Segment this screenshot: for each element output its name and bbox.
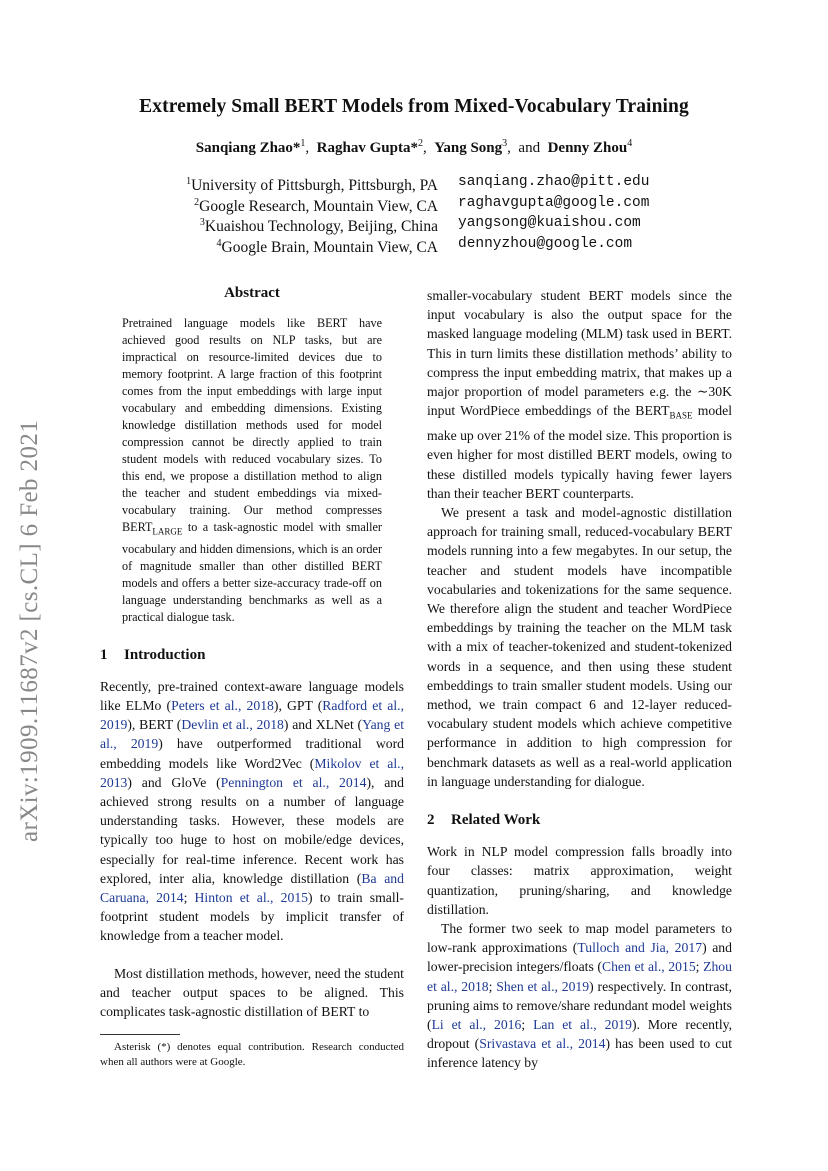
body-text: ) respectively. In contrast, pruning aims to remove/share redundant model weights ( [427, 978, 732, 1033]
footnote-text: Asterisk (*) denotes equal contribution. Research conducted when all authors were at Google. [100, 1041, 404, 1068]
affiliation-text: Google Brain, Mountain View, CA [221, 238, 438, 256]
abstract-body [122, 315, 382, 625]
body-text: ). More recently, dropout ( [427, 1017, 732, 1052]
body-paragraph [427, 919, 732, 1073]
section-number: 1 [100, 646, 108, 663]
author-affil-sup: 4 [627, 138, 633, 149]
citation-link[interactable]: Srivastava et al., 2014 [479, 1036, 606, 1052]
author-name: Sanqiang Zhao* [195, 140, 301, 156]
citation-link[interactable]: Shen et al., 2019 [496, 978, 590, 994]
affiliation-sup: 3 [199, 217, 205, 228]
author-affil-sup: 1 [300, 138, 306, 149]
abstract-text: Pretrained language models like BERT have achieved good results on NLP tasks, but are impractical on resource-limited devices due to memory footprint. A large fraction of this footprint comes from the input embeddings with large input vocabulary and embedding dimensions. Existing knowledge distillation methods used for model compression cannot be directly applied to train student models with reduced vocabulary sizes. To this end, we propose a distillation method to align the teacher and student embeddings via mixed-vocabulary training. Our method compresses BERT [122, 316, 382, 535]
bert-base-subscript: BASE [669, 410, 693, 421]
affiliation-row [150, 193, 690, 214]
abstract-heading: Abstract [224, 285, 280, 301]
body-text: ; [521, 1017, 534, 1033]
affiliation-row [150, 234, 690, 255]
body-text: ), GPT ( [273, 698, 323, 714]
affiliation-text: Kuaishou Technology, Beijing, China [204, 218, 438, 236]
citation-link[interactable]: Tulloch and Jia, 2017 [577, 940, 703, 956]
body-text: ; [488, 978, 497, 994]
citation-link[interactable]: Yang et al., 2019 [100, 717, 404, 752]
affiliation-block [150, 172, 690, 254]
body-text: ) and XLNet ( [283, 717, 363, 733]
body-paragraph [427, 286, 732, 503]
author-affil-sup: 3 [502, 138, 508, 149]
body-text: ) and GloVe ( [127, 774, 221, 790]
affiliation-name [150, 213, 438, 234]
citation-link[interactable]: Pennington et al., 2014 [220, 774, 367, 790]
citation-link[interactable]: Ba and Caruana, 2014 [100, 870, 404, 906]
body-text: ), BERT ( [127, 717, 182, 733]
affiliation-text: University of Pittsburgh, Pittsburgh, PA [191, 177, 438, 195]
author-name: Yang Song [434, 140, 503, 156]
left-column [100, 284, 404, 1021]
body-text: ; [183, 890, 195, 906]
author-name: Denny Zhou [547, 140, 628, 156]
affiliation-name [150, 234, 438, 255]
author-email[interactable]: yangsong@kuaishou.com [458, 215, 641, 231]
section-title: Introduction [124, 646, 206, 663]
author-email[interactable]: sanqiang.zhao@pitt.edu [458, 174, 650, 190]
author-separator: , [507, 140, 511, 156]
affiliation-row [150, 172, 690, 193]
body-text: model make up over 21% of the model size. This proportion is even higher for most distilled BERT models, owing to these distilled models typically having fewer layers than their teacher BERT counterparts. [427, 403, 733, 501]
author-email[interactable]: dennyzhou@google.com [458, 235, 633, 252]
affiliation-sup: 1 [186, 176, 192, 187]
author-separator: , [422, 140, 427, 156]
author-name: Raghav Gupta* [316, 140, 418, 156]
citation-link[interactable]: Radford et al., 2019 [100, 698, 404, 733]
body-text: ), and achieved strong results on a number of language understanding tasks. However, these models are typically too huge to host on mobile/edge devices, especially for real-time inference. Recent work has explored, inter alia, knowledge distillation ( [100, 774, 404, 886]
section-number: 2 [427, 812, 435, 829]
citation-link[interactable]: Zhou et al., 2018 [427, 959, 732, 994]
affiliation-sup: 2 [194, 196, 200, 208]
affiliation-row [150, 213, 690, 234]
citation-link[interactable]: Chen et al., 2015 [601, 959, 696, 975]
citation-link[interactable]: Devlin et al., 2018 [181, 717, 284, 733]
citation-link[interactable]: Li et al., 2016 [431, 1017, 522, 1033]
body-text: ) has been used to cut inference latency by [427, 1036, 733, 1071]
body-text: The former two seek to map model parameters to low-rank approximations ( [427, 921, 732, 956]
affiliation-text: Google Research, Mountain View, CA [199, 197, 438, 215]
body-text: ) to train small-footprint student models by implicit transfer of knowledge from a teacher model. [100, 890, 404, 944]
section-heading-introduction [100, 646, 404, 665]
author-affil-sup: 2 [417, 138, 423, 149]
section-heading-related-work [427, 811, 732, 830]
arxiv-stamp: arXiv:1909.11687v2 [cs.CL] 6 Feb 2021 [16, 419, 43, 842]
citation-link[interactable]: Hinton et al., 2015 [194, 890, 309, 906]
body-paragraph: We present a task and model-agnostic distillation approach for training small, reduced-vocabulary BERT models running into a few megabytes. In our setup, the teacher and student models have incompatible vocabularies and tokenizations for the same sequence. We therefore align the student and teacher WordPiece embeddings by training the teacher on the MLM task with a mix of teacher-tokenized and student-tokenized words in a sequence, and then using these student embeddings to train smaller student models. Using our method, we train compact 6 and 12-layer reduced-vocabulary student models which achieve competitive performance in addition to high compression for benchmark datasets as well as a real-world application in language understanding for dialogue. [427, 504, 732, 789]
intro-paragraph-1 [100, 677, 404, 946]
section-title: Related Work [451, 812, 541, 829]
intro-paragraph-2: Most distillation methods, however, need the student and teacher output spaces to be aligned. This complicates task-agnostic distillation of BERT to [100, 965, 404, 1020]
right-column [427, 286, 732, 1073]
abstract-text: to a task-agnostic model with smaller vocabulary and hidden dimensions, which is an order of magnitude smaller than other distilled BERT models and offers a better size-accuracy trade-off on language understanding benchmarks as well as a practical dialogue task. [122, 520, 382, 624]
author-list [0, 138, 828, 157]
abstract-subscript: LARGE [152, 526, 183, 537]
author-separator: , [305, 140, 310, 156]
citation-link[interactable]: Peters et al., 2018 [171, 698, 274, 714]
citation-link[interactable]: Mikolov et al., 2013 [100, 755, 404, 790]
author-email[interactable]: raghavgupta@google.com [458, 194, 650, 211]
paper-title: Extremely Small BERT Models from Mixed-Vocabulary Training [139, 96, 689, 117]
author-and: and [518, 140, 541, 156]
body-text: ) have outperformed traditional word embedding models like Word2Vec ( [100, 736, 404, 771]
body-text: ) and lower-precision integers/floats ( [427, 940, 732, 975]
citation-link[interactable]: Lan et al., 2019 [533, 1017, 632, 1033]
body-text: Recently, pre-trained context-aware language models like ELMo ( [100, 678, 404, 714]
affiliation-name [150, 193, 438, 214]
affiliation-sup: 4 [216, 237, 222, 249]
footnote-rule [100, 1034, 180, 1035]
footnote [100, 1034, 404, 1070]
body-paragraph: Work in NLP model compression falls broadly into four classes: matrix approximation, weight quantization, pruning/sharing, and knowledge distillation. [427, 844, 732, 917]
affiliation-name [150, 172, 438, 193]
body-text: smaller-vocabulary student BERT models since the input vocabulary is also the output space for the masked language modeling (MLM) task used in BERT. This in turn limits these distillation methods’ ability to compress the input embedding matrix, that makes up a major proportion of model parameters e.g. the ∼30K input WordPiece embeddings of the BERT [427, 288, 732, 419]
body-text: ; [695, 959, 704, 975]
